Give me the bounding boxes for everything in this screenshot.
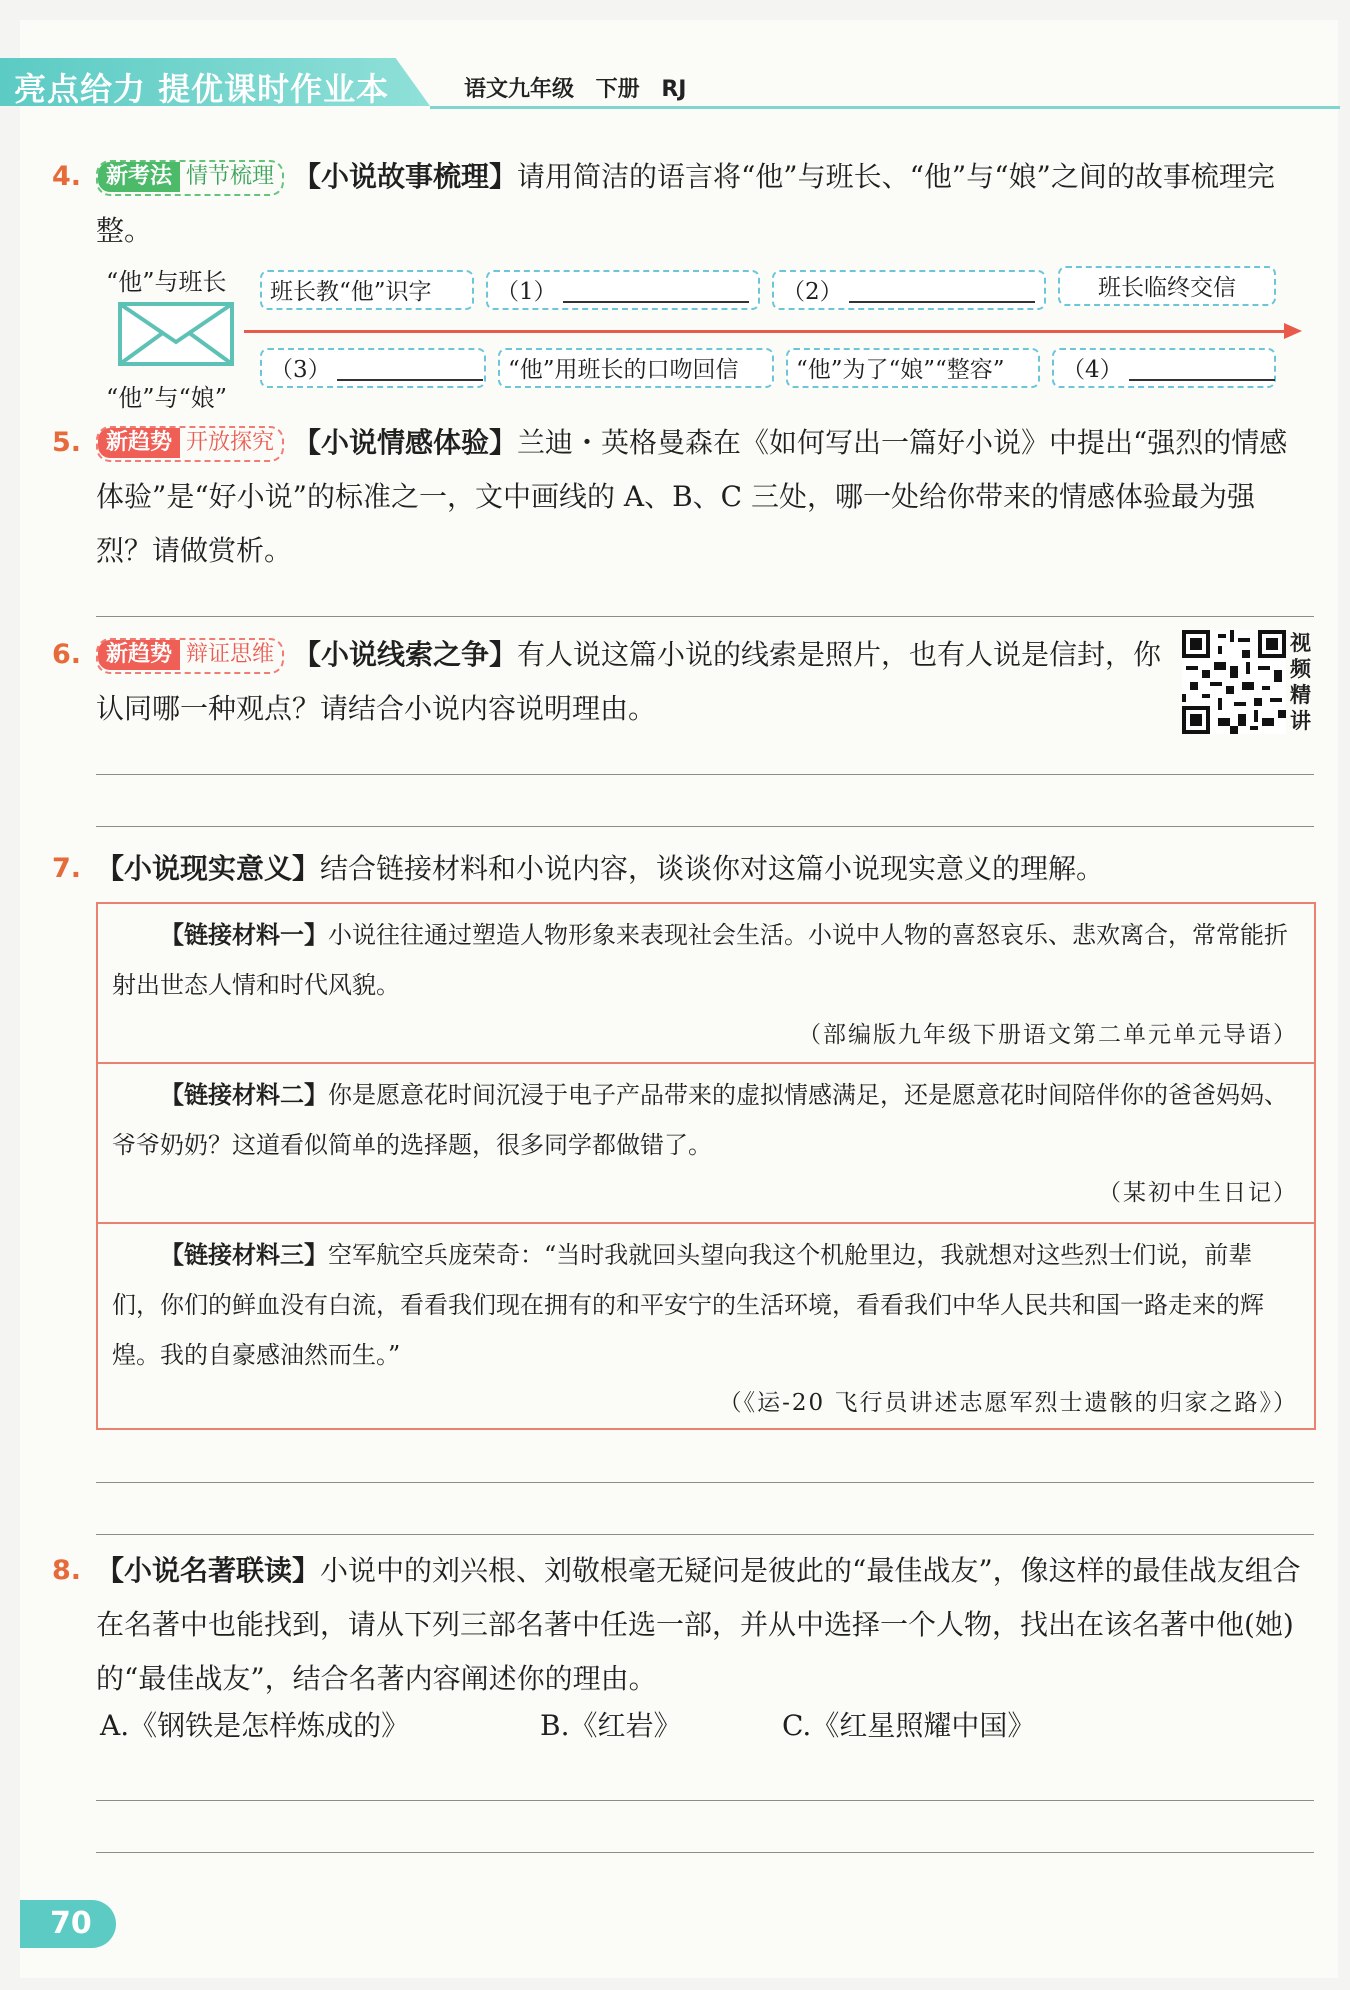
qr-code-icon[interactable]	[1182, 630, 1286, 734]
material-text: 小说往往通过塑造人物形象来表现社会生活。小说中人物的喜怒哀乐、悲欢离合，常常能折射出世态人情和时代风貌。	[112, 921, 1288, 999]
option-c: C.《红星照耀中国》	[782, 1709, 1036, 1742]
plot-box-blank-3[interactable]	[260, 348, 486, 388]
question-7	[52, 842, 1306, 896]
answer-blank[interactable]	[849, 273, 1035, 303]
question-title: 【小说线索之争】	[292, 638, 517, 671]
diagram-label-bottom: “他”与“娘”	[106, 384, 228, 412]
question-5	[52, 416, 1306, 578]
material-source: （部编版九年级下册语文第二单元单元导语）	[798, 1022, 1298, 1048]
plot-box: “他”用班长的口吻回信	[498, 348, 774, 388]
blank-label: （3）	[270, 357, 331, 383]
question-title: 【小说故事梳理】	[292, 160, 517, 193]
question-tag	[96, 160, 284, 196]
answer-line[interactable]	[96, 1534, 1314, 1535]
question-text: 请用简洁的语言将“他”与班长、“他”与“娘”之间的故事梳理完整。	[96, 160, 1275, 247]
question-8	[52, 1544, 1306, 1706]
option-a: A.《钢铁是怎样炼成的》	[100, 1709, 410, 1742]
question-title: 【小说情感体验】	[292, 426, 517, 459]
blank-label: （2）	[782, 279, 843, 305]
page-header	[0, 58, 1350, 122]
material-title: 【链接材料三】	[160, 1241, 328, 1269]
diagram-label-top: “他”与班长	[106, 268, 227, 296]
material-title: 【链接材料一】	[160, 921, 328, 949]
material-source: （《运-20 飞行员讲述志愿军烈士遗骸的归家之路》）	[718, 1390, 1298, 1416]
subject-info: 语文九年级 下册 RJ	[464, 77, 687, 102]
question-number: 7.	[52, 853, 82, 884]
question-number: 4.	[52, 161, 82, 192]
material-source: （某初中生日记）	[1098, 1180, 1298, 1206]
answer-blank[interactable]	[337, 351, 483, 381]
question-6	[52, 628, 1166, 736]
arrowhead-icon	[1284, 323, 1302, 339]
plot-box-blank-2[interactable]	[772, 270, 1046, 310]
question-title: 【小说现实意义】	[96, 852, 321, 885]
tag-secondary: 情节梳理	[186, 164, 275, 189]
answer-line[interactable]	[96, 1482, 1314, 1483]
tag-secondary: 开放探究	[186, 430, 275, 455]
plot-box-blank-4[interactable]	[1052, 348, 1276, 388]
question-4	[52, 150, 1306, 258]
answer-line[interactable]	[96, 774, 1314, 775]
envelope-icon	[118, 302, 234, 366]
question-title: 【小说名著联读】	[96, 1554, 321, 1587]
question-text: 有人说这篇小说的线索是照片，也有人说是信封，你认同哪一种观点？请结合小说内容说明理由。	[96, 638, 1161, 725]
question-text: 兰迪・英格曼森在《如何写出一篇好小说》中提出“强烈的情感体验”是“好小说”的标准之一，文中画线的 A、B、C 三处，哪一处给你带来的情感体验最为强烈？请做赏析。	[96, 426, 1288, 567]
material-title: 【链接材料二】	[160, 1081, 328, 1109]
tag-secondary: 辩证思维	[186, 642, 275, 667]
material-text: 你是愿意花时间沉浸于电子产品带来的虚拟情感满足，还是愿意花时间陪伴你的爸爸妈妈、爷爷奶奶？这道看似简单的选择题，很多同学都做错了。	[112, 1081, 1288, 1159]
plot-box: 班长教“他”识字	[260, 270, 474, 310]
plot-box-blank-1[interactable]	[486, 270, 760, 310]
tag-primary: 新趋势	[98, 428, 180, 458]
question-tag	[96, 426, 284, 462]
material-1	[98, 904, 1314, 1064]
question-number: 6.	[52, 639, 82, 670]
header-rule	[430, 106, 1340, 109]
answer-line[interactable]	[96, 1852, 1314, 1853]
plot-box: “他”为了“娘”“整容”	[786, 348, 1040, 388]
qr-label: 视频精讲	[1290, 631, 1311, 733]
plot-box: 班长临终交信	[1058, 266, 1276, 306]
answer-blank[interactable]	[563, 273, 749, 303]
option-b: B.《红岩》	[540, 1709, 682, 1742]
blank-label: （4）	[1062, 357, 1123, 383]
material-3	[98, 1224, 1314, 1430]
question-number: 5.	[52, 427, 82, 458]
tag-primary: 新考法	[98, 162, 180, 192]
answer-line[interactable]	[96, 826, 1314, 827]
tag-primary: 新趋势	[98, 640, 180, 670]
brand-title: 亮点给力 提优课时作业本	[14, 70, 390, 108]
answer-blank[interactable]	[1129, 351, 1275, 381]
page-number: 70	[20, 1900, 116, 1948]
question-tag	[96, 638, 284, 674]
linked-materials-box	[96, 902, 1316, 1430]
material-text: 空军航空兵庞荣奇：“当时我就回头望向我这个机舱里边，我就想对这些烈士们说，前辈们，你们的鲜血没有白流，看看我们现在拥有的和平安宁的生活环境，看看我们中华人民共和国一路走来的辉煌。我的自豪感油然而生。”	[112, 1241, 1264, 1369]
question-number: 8.	[52, 1555, 82, 1586]
question-text: 结合链接材料和小说内容，谈谈你对这篇小说现实意义的理解。	[320, 852, 1105, 885]
answer-line[interactable]	[96, 616, 1314, 617]
material-2	[98, 1064, 1314, 1222]
question-text: 小说中的刘兴根、刘敬根毫无疑问是彼此的“最佳战友”，像这样的最佳战友组合在名著中也能找到，请从下列三部名著中任选一部，并从中选择一个人物，找出在该名著中他(她)的“最佳战友”，结合名著内容阐述你的理由。	[96, 1554, 1301, 1695]
blank-label: （1）	[496, 279, 557, 305]
answer-line[interactable]	[96, 1800, 1314, 1801]
timeline-arrow	[244, 330, 1284, 333]
